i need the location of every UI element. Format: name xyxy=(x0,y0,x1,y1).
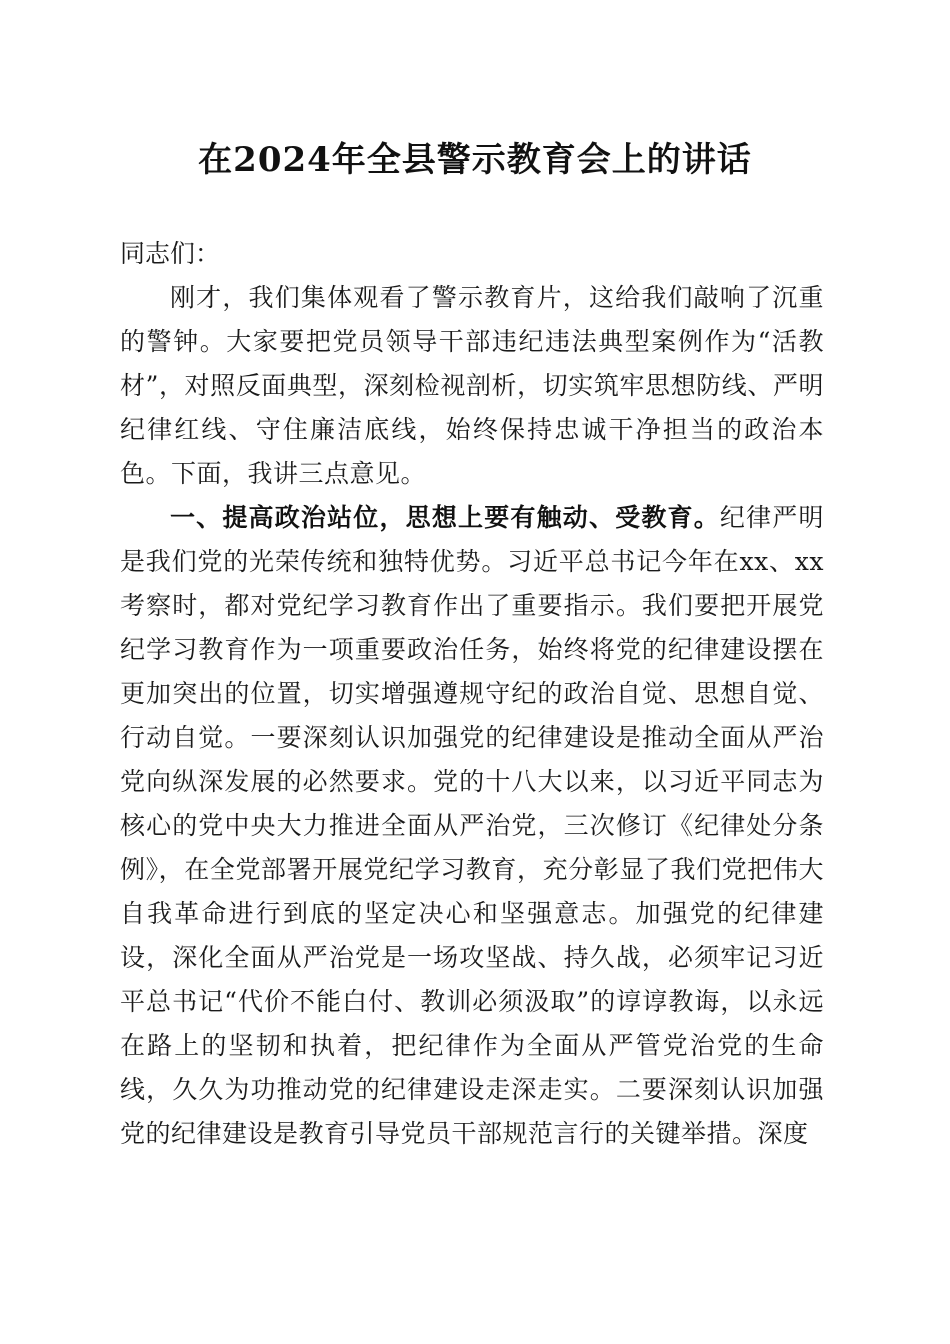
paragraph-section-one xyxy=(120,496,824,1156)
document-body xyxy=(120,232,824,1156)
document-title: 在2024年全县警示教育会上的讲话 xyxy=(198,140,752,180)
section-one-heading: 一、提高政治站位，思想上要有触动、受教育。 xyxy=(170,503,720,532)
section-one-text: 纪律严明是我们党的光荣传统和独特优势。习近平总书记今年在xx、xx考察时，都对党纪学习教育作出了重要指示。我们要把开展党纪学习教育作为一项重要政治任务，始终将党的纪律建设摆在更加突出的位置，切实增强遵规守纪的政治自觉、思想自觉、行动自觉。一要深刻认识加强党的纪律建设是推动全面从严治党向纵深发展的必然要求。党的十八大以来，以习近平同志为核心的党中央大力推进全面从严治党，三次修订《纪律处分条例》，在全党部署开展党纪学习教育，充分彰显了我们党把伟大自我革命进行到底的坚定决心和坚强意志。加强党的纪律建设，深化全面从严治党是一场攻坚战、持久战，必须牢记习近平总书记“代价不能白付、教训必须汲取”的谆谆教诲，以永远在路上的坚韧和执着，把纪律作为全面从严管党治党的生命线，久久为功推动党的纪律建设走深走实。二要深刻认识加强党的纪律建设是教育引导党员干部规范言行的关键举措。深度 xyxy=(120,503,824,1148)
paragraph-opening-text: 刚才，我们集体观看了警示教育片，这给我们敲响了沉重的警钟。大家要把党员领导干部违纪违法典型案例作为“活教材”，对照反面典型，深刻检视剖析，切实筑牢思想防线、严明纪律红线、守住廉洁底线，始终保持忠诚干净担当的政治本色。下面，我讲三点意见。 xyxy=(120,283,824,488)
salutation: 同志们： xyxy=(120,239,221,268)
paragraph-opening xyxy=(120,276,824,496)
